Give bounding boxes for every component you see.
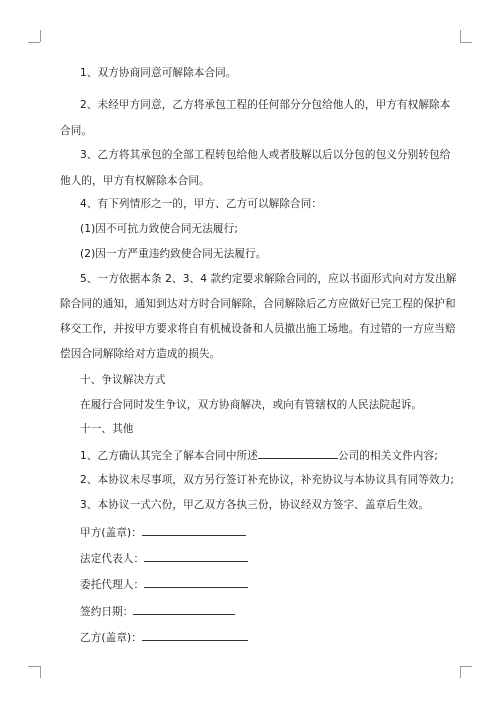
clause-5-line-3: 移交工作，并按甲方要求将自有机械设备和人员撤出施工场地。有过错的一方应当赔 bbox=[60, 323, 456, 335]
clause-3-line-1: 3、乙方将其承包的全部工程转包给他人或者肢解以后以分包的包义分别转包给 bbox=[80, 149, 451, 161]
signature-date bbox=[80, 603, 235, 619]
clause-4-item-1: (1)因不可抗力致使合同无法履行; bbox=[80, 223, 238, 235]
party-b-blank bbox=[142, 629, 248, 641]
signature-party-a bbox=[80, 524, 246, 540]
sign-date-blank bbox=[133, 603, 235, 615]
clause-2-line-2: 合同。 bbox=[60, 125, 93, 137]
signature-party-b bbox=[80, 629, 248, 645]
item-1-suffix: 公司的相关文件内容; bbox=[337, 450, 438, 462]
clause-2-line-1: 2、未经甲方同意，乙方将承包工程的任何部分分包给他人的，甲方有权解除本 bbox=[80, 99, 451, 111]
signature-legal-rep bbox=[80, 550, 248, 566]
party-a-label: 甲方(盖章)： bbox=[80, 527, 142, 539]
section-11-item-3: 3、本协议一式六份，甲乙双方各执三份，协议经双方签字、盖章后生效。 bbox=[80, 499, 430, 511]
section-11-item-2: 2、本协议未尽事项，双方另行签订补充协议，补充协议与本协议具有同等效力; bbox=[80, 474, 455, 486]
clause-3-line-2: 他人的，甲方有权解除本合同。 bbox=[60, 175, 210, 187]
agent-blank bbox=[144, 576, 248, 588]
clause-5-line-2: 除合同的通知，通知到达对方时合同解除，合同解除后乙方应做好已完工程的保护和 bbox=[60, 298, 456, 310]
sign-date-label: 签约日期： bbox=[80, 606, 134, 618]
section-10-heading: 十、争议解决方式 bbox=[80, 374, 166, 386]
legal-rep-blank bbox=[144, 550, 248, 562]
agent-label: 委托代理人： bbox=[80, 579, 145, 591]
item-1-prefix: 1、乙方确认其完全了解本合同中所述 bbox=[80, 450, 258, 462]
clause-1: 1、双方协商同意可解除本合同。 bbox=[80, 67, 237, 79]
signature-agent bbox=[80, 576, 248, 592]
clause-5-line-1: 5、一方依据本条 2、3、4 款约定要求解除合同的，应以书面形式向对方发出解 bbox=[80, 273, 457, 285]
section-10-text: 在履行合同时发生争议，双方协商解决，或向有管辖权的人民法院起诉。 bbox=[80, 399, 423, 411]
clause-4-item-2: (2)因一方严重违约致使合同无法履行。 bbox=[80, 248, 267, 260]
legal-rep-label: 法定代表人： bbox=[80, 553, 145, 565]
company-name-blank bbox=[258, 447, 338, 459]
clause-4: 4、有下列情形之一的，甲方、乙方可以解除合同： bbox=[80, 198, 323, 210]
party-a-blank bbox=[142, 524, 246, 536]
section-11-item-1 bbox=[80, 447, 438, 463]
section-11-heading: 十一、其他 bbox=[80, 423, 134, 435]
clause-5-line-4: 偿因合同解除给对方造成的损失。 bbox=[60, 348, 221, 360]
party-b-label: 乙方(盖章)： bbox=[80, 632, 142, 644]
